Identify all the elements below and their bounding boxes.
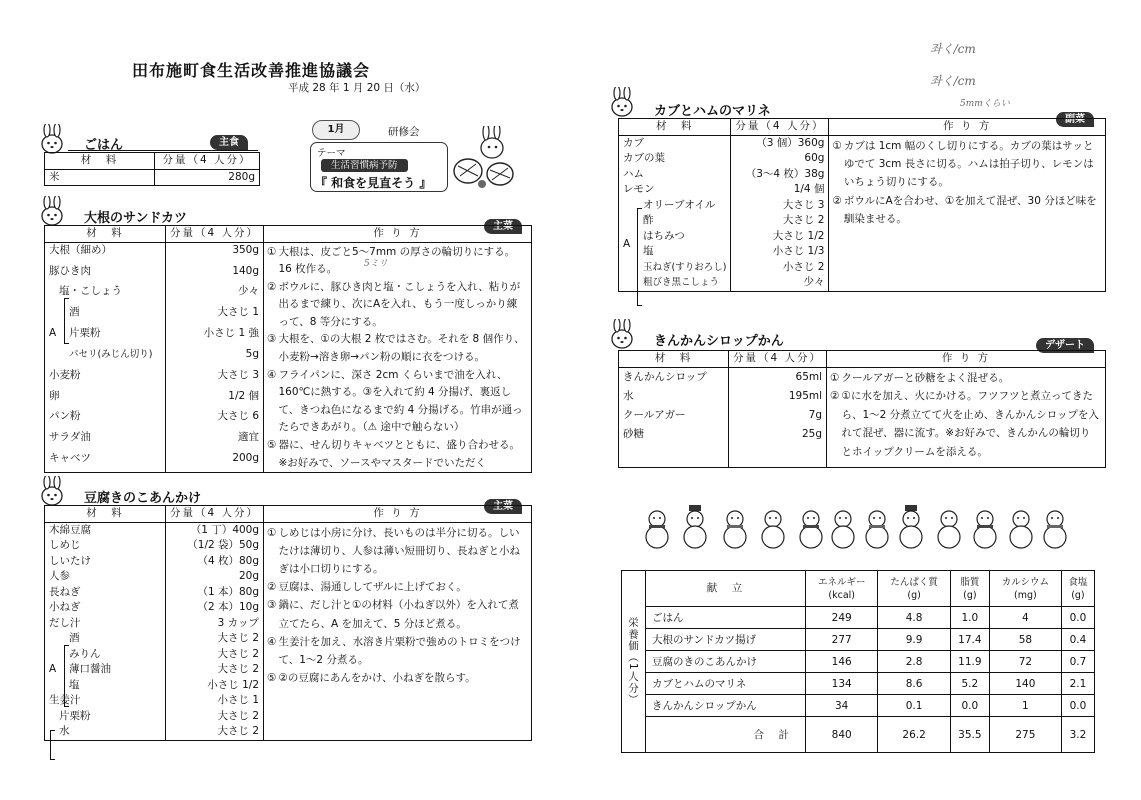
section-rule bbox=[68, 150, 258, 151]
table-row: 水 195ml bbox=[619, 387, 1106, 406]
table-row bbox=[45, 242, 532, 264]
snowman-icon bbox=[680, 505, 710, 549]
bunny-basket-illustration bbox=[450, 126, 516, 190]
ingredient-name: 米 bbox=[45, 169, 155, 186]
daikon-title: 大根のサンドカツ bbox=[84, 211, 187, 226]
table-row: 酒 大さじ 2 bbox=[45, 631, 532, 647]
table-row: 塩・こしょう 少々 bbox=[45, 284, 532, 305]
col-header: 食塩 (g) bbox=[1061, 571, 1094, 607]
method-step: ② ボウルに、豚ひき肉と塩・こしょうを入れ、粘りが出るまで練り、次にAを入れ、もう一度しっかり練って、8 等分にする。 bbox=[267, 280, 521, 328]
snowman-icon bbox=[758, 505, 788, 549]
col-header: エネルギー (kcal) bbox=[806, 571, 878, 607]
bunny-icon bbox=[36, 196, 68, 226]
table-row: しめじ （1/2 袋）50g bbox=[45, 538, 532, 554]
table-row: ごはん 249 4.8 1.0 4 0.0 bbox=[622, 607, 1095, 629]
table-row: A はちみつ 大さじ 1/2 bbox=[619, 229, 1106, 245]
method-steps bbox=[827, 367, 1106, 468]
table-row: 生姜汁 小さじ 1 bbox=[45, 693, 532, 709]
table-row: 粗びき黒こしょう 少々 bbox=[619, 275, 1106, 291]
page-title: 田布施町食生活改善推進協議会 bbox=[132, 61, 371, 80]
table-row: 豚ひき肉 140g bbox=[45, 264, 532, 285]
method-step: ④ 生姜汁を加え、水溶き片栗粉で強めのトロミをつけて、1～2 分煮る。 bbox=[267, 635, 521, 666]
a-group-bracket bbox=[64, 298, 69, 344]
method-header: 作 り 方 bbox=[827, 351, 1106, 368]
snowman-icon bbox=[828, 505, 858, 549]
table-row: 水 大さじ 2 bbox=[45, 724, 532, 740]
table-row: パセリ(みじん切り) 5g bbox=[45, 347, 532, 368]
a-group-bracket bbox=[637, 208, 642, 306]
table-row: 塩 小さじ 1/2 bbox=[45, 678, 532, 694]
ingredient-name: 大根（細め） bbox=[45, 242, 166, 264]
ingredient-header: 材 料 bbox=[619, 351, 729, 368]
tofu-title: 豆腐きのこあんかけ bbox=[84, 491, 202, 506]
method-step: ① しめじは小房に分け、長いものは半分に切る。しいたけは薄切り、人参は薄い短冊切り、長ねぎと小ねぎは小口切りにする。 bbox=[267, 526, 520, 575]
event-label: 研修会 bbox=[388, 126, 420, 138]
method-step: ② ①に水を加え、火にかける。フツフツと煮立ってきたら、1～2 分煮立てて火を止め、きんかんシロップを入れて混ぜ、器に流す。※お好みで、きんかんの輪切りとホイップクリームを添える。 bbox=[830, 390, 1100, 458]
method-header: 作 り 方 bbox=[264, 226, 532, 243]
method-steps bbox=[264, 522, 532, 740]
table-row: A 片栗粉 小さじ 1 強 bbox=[45, 326, 532, 347]
bunny-icon bbox=[606, 87, 638, 117]
tofu-tag: 主菜 bbox=[484, 499, 522, 514]
marinade-tag: 副菜 bbox=[1056, 112, 1094, 127]
col-header: 脂質 (g) bbox=[950, 571, 989, 607]
daikon-table bbox=[44, 225, 532, 473]
method-step: ① クールアガーと砂糖をよく混ぜる。 bbox=[830, 371, 1010, 384]
snowman-icon bbox=[1040, 505, 1070, 549]
method-step: ② 豆腐は、湯通ししてザルに上げておく。 bbox=[267, 581, 467, 594]
kumquat-table bbox=[618, 350, 1106, 468]
table-row: きんかんシロップかん 34 0.1 0.0 1 0.0 bbox=[622, 695, 1095, 717]
daikon-tag: 主菜 bbox=[484, 219, 522, 234]
method-step: ④ フライパンに、深さ 2cm くらいまで油を入れ、160℃に熱する。③を入れて約 4 分揚げ、裏返して、きつね色になるまで約 4 分揚げる。竹串が通ったらできあがり。（⚠ 途中で触らない） bbox=[267, 368, 523, 434]
col-header: たんぱく質 (g) bbox=[878, 571, 950, 607]
table-row: キャベツ 200g bbox=[45, 451, 532, 473]
method-header: 作 り 方 bbox=[264, 506, 532, 523]
table-row: 片栗粉 大さじ 2 bbox=[45, 709, 532, 725]
handwritten-note: 좌く/cm bbox=[930, 42, 976, 56]
group-a-label: A bbox=[623, 237, 631, 250]
kumquat-tag: デザート bbox=[1036, 338, 1094, 353]
method-steps bbox=[264, 242, 532, 473]
bunny-icon bbox=[606, 319, 638, 349]
table-row: 大根のサンドカツ揚げ 277 9.9 17.4 58 0.4 bbox=[622, 629, 1095, 651]
event-badge: 1月 bbox=[312, 120, 360, 140]
table-row: 砂糖 25g bbox=[619, 425, 1106, 444]
snowman-icon bbox=[862, 505, 892, 549]
method-steps bbox=[829, 135, 1106, 291]
table-row bbox=[45, 169, 260, 186]
amount-header: 分量（4 人分） bbox=[166, 226, 264, 243]
kumquat-title: きんかんシロップかん bbox=[654, 334, 784, 349]
rice-title: ごはん bbox=[84, 138, 124, 153]
ingredient-amount: 350g bbox=[166, 242, 264, 264]
nutrition-table bbox=[621, 570, 1095, 753]
marinade-title: カブとハムのマリネ bbox=[654, 104, 771, 119]
total-row: 合 計 840 26.2 35.5 275 3.2 bbox=[622, 717, 1095, 753]
method-step: ② ボウルにAを合わせ、①を加えて混ぜ、30 分ほど味を馴染ませる。 bbox=[832, 194, 1097, 226]
col-header: 献 立 bbox=[646, 571, 806, 607]
amount-header: 分量（4 人分） bbox=[731, 119, 829, 136]
event-date: 平成 28 年 1 月 20 日（水） bbox=[288, 82, 426, 94]
table-row: 卵 1/2 個 bbox=[45, 389, 532, 410]
table-row: しいたけ （4 枚）80g bbox=[45, 554, 532, 570]
amount-header: 分量（4 人分） bbox=[166, 506, 264, 523]
tofu-table bbox=[44, 505, 532, 741]
table-row: 玉ねぎ(すりおろし) 小さじ 2 bbox=[619, 260, 1106, 276]
method-step: ⑤ 器に、せん切りキャベツとともに、盛り合わせる。※お好みで、ソースやマスタードでいただく bbox=[267, 439, 520, 469]
table-row: みりん 大さじ 2 bbox=[45, 647, 532, 663]
ingredient-amount: 280g bbox=[155, 169, 260, 186]
ingredient-header: 材 料 bbox=[619, 119, 731, 136]
table-row: パン粉 大さじ 6 bbox=[45, 409, 532, 430]
method-step: ① 大根は、皮ごと5～7mm の厚さの輪切りにする。16 枚作る。 bbox=[267, 245, 516, 276]
table-row: レモン 1/4 個 bbox=[619, 182, 1106, 198]
table-row: 長ねぎ （1 本）80g bbox=[45, 585, 532, 601]
group-a-label: A bbox=[49, 327, 57, 340]
snowman-icon bbox=[796, 505, 826, 549]
rice-table bbox=[44, 152, 260, 186]
col-header: カルシウム (mg) bbox=[989, 571, 1061, 607]
snowman-icon bbox=[896, 505, 926, 549]
handwritten-note: 좌く/cm bbox=[930, 74, 976, 88]
table-row: カブの葉 60g bbox=[619, 151, 1106, 167]
table-row: 豆腐のきのこあんかけ 146 2.8 11.9 72 0.7 bbox=[622, 651, 1095, 673]
theme-box bbox=[310, 142, 448, 192]
snowman-icon bbox=[720, 505, 750, 549]
ingredient-header: 材 料 bbox=[45, 153, 155, 170]
table-row: ハム （3～4 枚）38g bbox=[619, 167, 1106, 183]
table-row: カブ （3 個）360g ① カブは 1cm 幅のくし切りにする。カブの葉はサッとゆでて 3cm 長さに切る。ハムは拍子切り、レモンはいちょう切りにする。 ② ボウルにAを合わせ、①を加えて混ぜ、30 分ほど味を馴染ませる。 bbox=[619, 135, 1106, 151]
table-row: A 薄口醤油 大さじ 2 bbox=[45, 662, 532, 678]
snowman-icon bbox=[934, 505, 964, 549]
marinade-table bbox=[618, 118, 1106, 292]
nutrition-side-label: 栄養価（1人分） bbox=[622, 571, 646, 753]
method-step: ① カブは 1cm 幅のくし切りにする。カブの葉はサッとゆでて 3cm 長さに切る。ハムは拍子切り、レモンはいちょう切りにする。 bbox=[832, 139, 1094, 189]
table-row: 木綿豆腐 （1 丁）400g ① しめじは小房に分け、長いものは半分に切る。しいたけは薄切り、人参は薄い短冊切り、長ねぎと小ねぎは小口切りにする。 ② 豆腐は、湯通ししてザルに上げておく。 ③ 鍋に、だし汁と①の材料（小ねぎ以外）を入れて煮立てたら、A を加えて、5 分ほど煮る。 ④ 生姜汁を加え、水溶き片栗粉で強めのトロミをつけて、1～2 分煮る。 ⑤ ②の豆腐にあんをかけ、小ねぎを散らす。 bbox=[45, 522, 532, 538]
theme-label: テーマ bbox=[317, 148, 346, 159]
starch-bracket bbox=[50, 730, 55, 760]
ingredient-header: 材 料 bbox=[45, 226, 166, 243]
handwritten-note: 5mmくらい bbox=[960, 99, 1010, 109]
method-step: ③ 大根を、①の大根 2 枚ではさむ。それを 8 個作り、小麦粉→溶き卵→パン粉の順に衣をつける。 bbox=[267, 333, 525, 364]
handwritten-note: 5ミリ bbox=[364, 259, 388, 269]
table-row: 人参 20g bbox=[45, 569, 532, 585]
snowman-icon bbox=[1006, 505, 1036, 549]
table-row: クールアガー 7g bbox=[619, 406, 1106, 425]
amount-header: 分量（4 人分） bbox=[155, 153, 260, 170]
table-row: サラダ油 適宜 bbox=[45, 430, 532, 451]
table-row: 小麦粉 大さじ 3 bbox=[45, 368, 532, 389]
snowman-icon bbox=[642, 505, 672, 549]
bunny-icon bbox=[36, 124, 68, 154]
table-row: 塩 小さじ 1/3 bbox=[619, 244, 1106, 260]
method-step: ⑤ ②の豆腐にあんをかけ、小ねぎを散らす。 bbox=[267, 672, 476, 685]
theme-text: 『 和食を見直そう 』 bbox=[315, 176, 432, 190]
bunny-icon bbox=[36, 476, 68, 506]
snowman-icon bbox=[970, 505, 1000, 549]
rice-tag: 主食 bbox=[210, 135, 248, 150]
table-row: 酢 大さじ 2 bbox=[619, 213, 1106, 229]
table-row: 酒 大さじ 1 bbox=[45, 305, 532, 326]
table-row: オリーブオイル 大さじ 3 bbox=[619, 198, 1106, 214]
amount-header: 分量（4 人分） bbox=[729, 351, 827, 368]
table-row: きんかんシロップ 65ml ① クールアガーと砂糖をよく混ぜる。 ② ①に水を加え、火にかける。フツフツと煮立ってきたら、1～2 分煮立てて火を止め、きんかんシロップを入れて混ぜ、器に流す。※お好みで、きんかんの輪切りとホイップクリームを添える。 bbox=[619, 367, 1106, 387]
method-header: 作 り 方 bbox=[829, 119, 1106, 136]
table-row: カブとハムのマリネ 134 8.6 5.2 140 2.1 bbox=[622, 673, 1095, 695]
a-group-bracket bbox=[64, 645, 69, 707]
method-step: ③ 鍋に、だし汁と①の材料（小ねぎ以外）を入れて煮立てたら、A を加えて、5 分ほど煮る。 bbox=[267, 599, 519, 630]
group-a-label: A bbox=[49, 663, 57, 675]
table-row: だし汁 3 カップ bbox=[45, 616, 532, 632]
table-row: 小ねぎ （2 本）10g bbox=[45, 600, 532, 616]
ingredient-header: 材 料 bbox=[45, 506, 166, 523]
theme-category: 生活習慣病予防 bbox=[321, 159, 408, 172]
